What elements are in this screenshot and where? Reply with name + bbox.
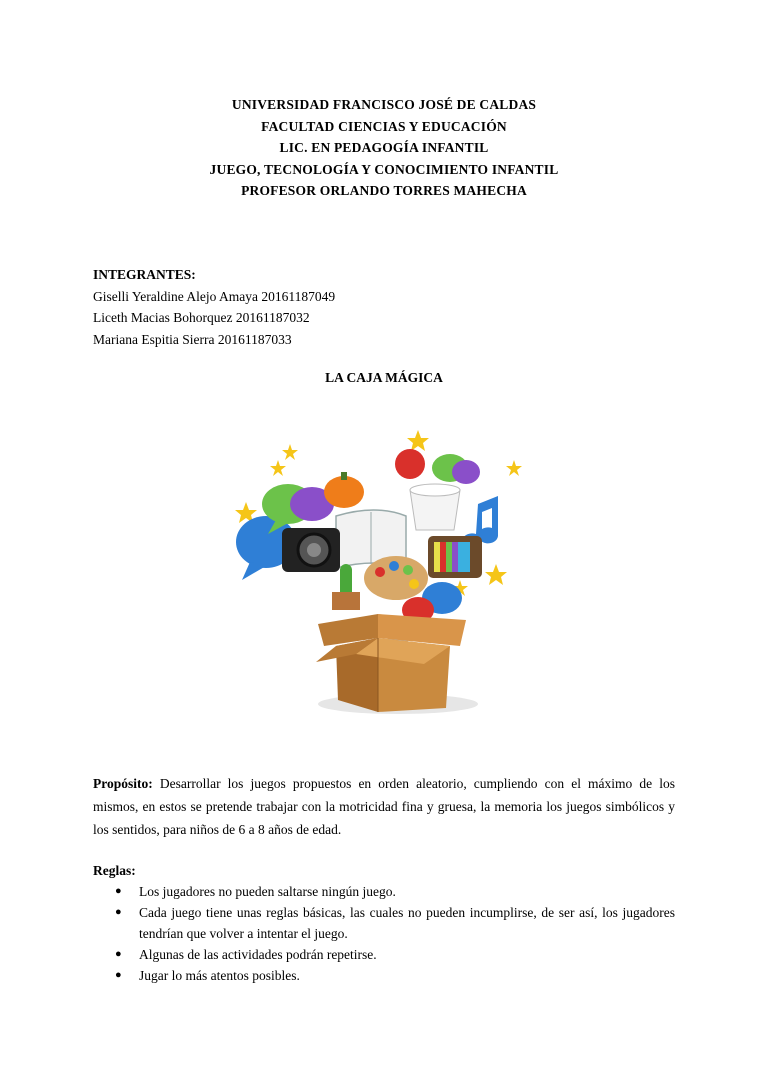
document-title: LA CAJA MÁGICA (325, 370, 443, 385)
header-program: LIC. EN PEDAGOGÍA INFANTIL (279, 140, 489, 155)
bullet-icon: ● (115, 885, 122, 897)
purpose-text: Desarrollar los juegos propuestos en orden aleatorio, cumpliendo con el máximo de los mismos, en estos se pretende trabajar con la motricidad fina y gruesa, la memoria los juegos simbólicos y los sentidos, para niños de 6 a 8 años de edad. (93, 776, 675, 837)
bullet-icon: ● (115, 969, 122, 981)
members-section (93, 264, 335, 350)
header-course: JUEGO, TECNOLOGÍA Y CONOCIMIENTO INFANTIL (209, 161, 559, 177)
header-faculty: FACULTAD CIENCIAS Y EDUCACIÓN (261, 118, 507, 134)
header-university: UNIVERSIDAD FRANCISCO JOSÉ DE CALDAS (231, 97, 537, 112)
bullet-icon: ● (115, 906, 122, 918)
list-item (93, 944, 675, 965)
header-professor: PROFESOR ORLANDO TORRES MAHECHA (241, 183, 527, 198)
member-item: Mariana Espitia Sierra 20161187033 (93, 331, 292, 347)
rule-text: Algunas de las actividades podrán repetirse. (139, 947, 377, 962)
rules-list (93, 881, 675, 986)
list-item (93, 902, 675, 944)
rules-section (93, 860, 675, 986)
purpose-paragraph (93, 772, 675, 841)
rule-text: Los jugadores no pueden saltarse ningún juego. (139, 884, 396, 899)
purpose-label: Propósito: (93, 776, 153, 791)
list-item (93, 965, 675, 986)
member-item: Liceth Macias Bohorquez 20161187032 (93, 310, 310, 325)
member-item: Giselli Yeraldine Alejo Amaya 20161187049 (93, 288, 336, 304)
magic-box-illustration (228, 424, 540, 724)
list-item (93, 881, 675, 902)
rule-text: Cada juego tiene unas reglas básicas, las cuales no pueden incumplirse, de ser así, los jugadores tendrían que volver a intentar el juego. (139, 905, 675, 941)
bullet-icon: ● (115, 948, 122, 960)
institution-header (0, 94, 768, 202)
members-label: INTEGRANTES: (93, 267, 196, 282)
rule-text: Jugar lo más atentos posibles. (139, 968, 300, 983)
rules-label: Reglas: (93, 863, 136, 878)
